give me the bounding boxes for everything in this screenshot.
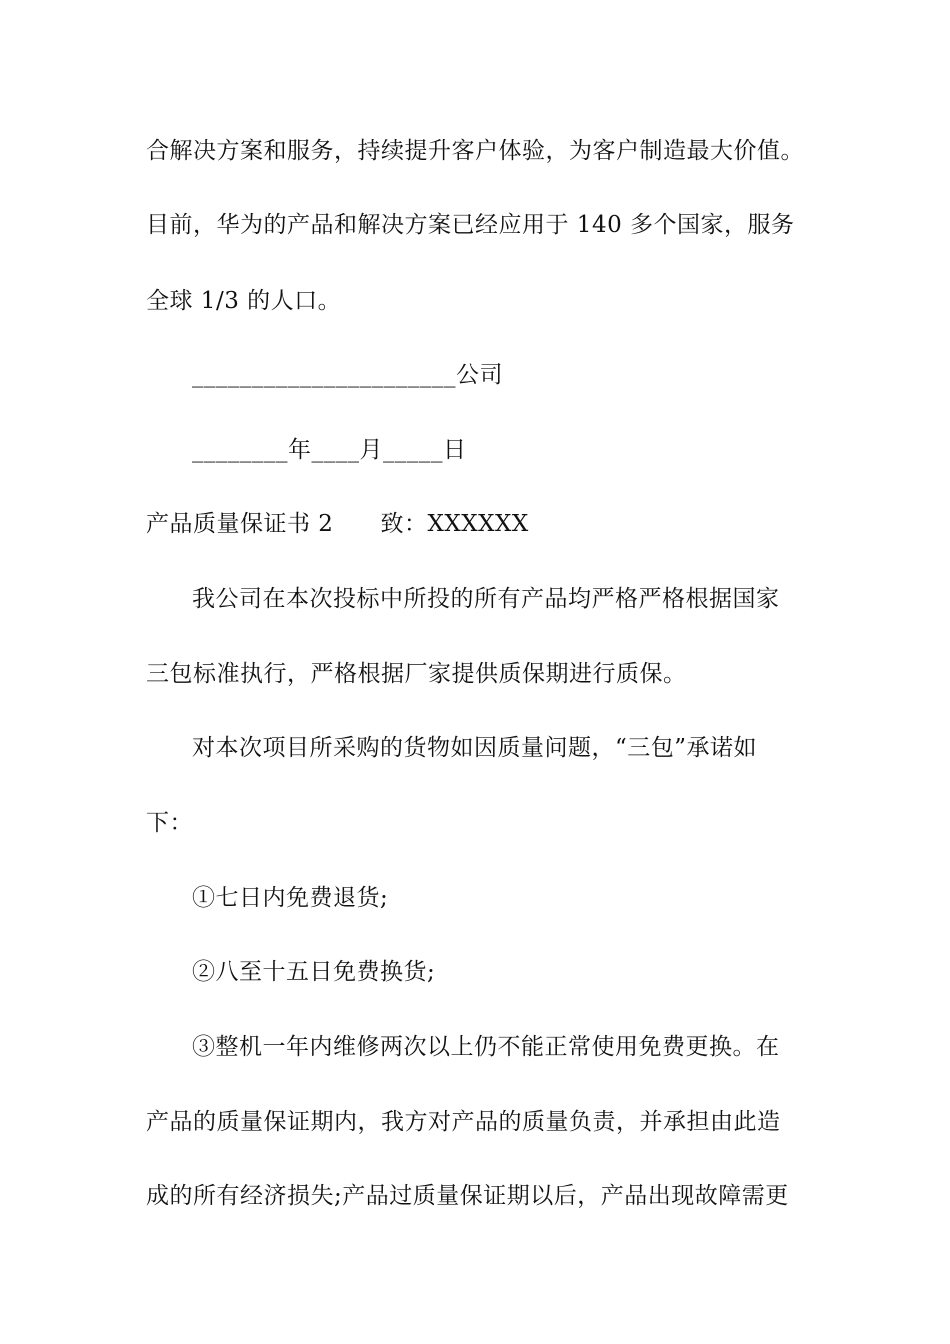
paragraph-line: 下： <box>146 810 193 836</box>
paragraph-line: 成的所有经济损失;产品过质量保证期以后，产品出现故障需更 <box>146 1183 789 1209</box>
paragraph-line: 我公司在本次投标中所投的所有产品均严格严格根据国家 <box>192 586 780 612</box>
section-heading: 产品质量保证书 2 致：XXXXXX <box>146 511 529 537</box>
paragraph-line: 全球 1/3 的人口。 <box>146 288 342 314</box>
company-signature-line: ______________________公司 <box>192 362 503 388</box>
paragraph-line: 产品的质量保证期内，我方对产品的质量负责，并承担由此造 <box>146 1109 781 1135</box>
paragraph-line: 对本次项目所采购的货物如因质量问题，“三包”承诺如 <box>192 735 758 761</box>
paragraph-line: 目前，华为的产品和解决方案已经应用于 140 多个国家，服务 <box>146 212 795 238</box>
date-signature-line: ________年____月_____日 <box>192 437 467 463</box>
list-item: ③整机一年内维修两次以上仍不能正常使用免费更换。在 <box>192 1034 780 1060</box>
paragraph-line: 合解决方案和服务，持续提升客户体验，为客户制造最大价值。 <box>146 138 804 164</box>
paragraph-line: 三包标准执行，严格根据厂家提供质保期进行质保。 <box>146 661 687 687</box>
list-item: ②八至十五日免费换货; <box>192 959 436 985</box>
list-item: ①七日内免费退货; <box>192 885 389 911</box>
